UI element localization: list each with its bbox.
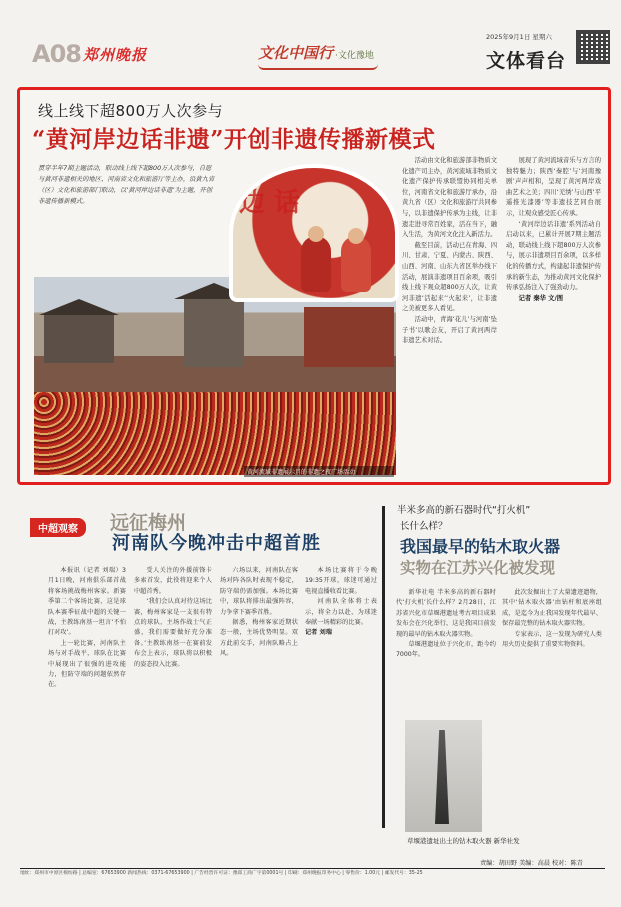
sports-paragraph: 据悉，梅州客家近期状态一般，主场优势明显。双方此前交手，河南队略占上风。 — [220, 619, 298, 658]
fire-drill-artifact — [435, 730, 449, 824]
featured-lead: 贯穿半年7期主题活动，联动线上线下超800万人次参与，自愿与黄河非遗相关的地区、河南省文化和旅游厅等主办，沿黄九省（区）文化和旅游部门联动，以‘黄河岸边话非遗’为主题，开创非遗传播新模式。 — [38, 165, 215, 205]
archaeology-paragraph: 草堰港遗址位于兴化市，距今约7000年。 — [396, 641, 496, 659]
fire-drill-photo[interactable] — [405, 720, 482, 832]
archaeology-body-column-2 — [502, 588, 602, 650]
archaeology-paragraph: 此次发掘出土了大量遗迹遗物，其中‘钻木取火器’由钻杆和底座组成，是迄今为止我国发现年代最早、保存最完整的钻木取火器实物。 — [502, 589, 602, 628]
inset-person-head — [348, 228, 364, 244]
sports-body-column-1 — [48, 566, 126, 691]
sports-article — [20, 498, 377, 850]
column-logo — [258, 42, 374, 72]
sports-paragraph: 河南队全体将士表示，将全力以赴，为球迷奉献一场精彩的比赛。 — [305, 598, 377, 627]
archaeology-subhead: 实物在江苏兴化被发现 — [400, 558, 556, 577]
sports-paragraph: 本场比赛将于今晚19:35开球，球迷可通过电视直播收看比赛。 — [305, 567, 377, 595]
featured-headline[interactable]: “黄河岸边话非遗”开创非遗传播新模式 — [32, 126, 436, 153]
inset-person — [341, 236, 371, 292]
sports-byline: 记者 刘瑞 — [305, 629, 332, 637]
archaeology-paragraph: 新华社电 半米多高的新石器时代‘打火机’长什么样？2月28日，江苏省兴化市草堰港遗址考古项目成果发布会在兴化举行，这是我国目前发现的最早的钻木取火器实物。 — [396, 589, 496, 638]
featured-paragraph: 活动中，青海‘花儿’与河南‘坠子书’以歌会友，开启了黄河两岸非遗艺术对话。 — [402, 315, 497, 345]
section-title: 文体看台 — [486, 50, 567, 72]
archaeology-body-column-1 — [396, 588, 496, 661]
page-date: 2025年9月1日 星期六 — [486, 33, 552, 41]
page-number: A08 — [32, 40, 81, 68]
sports-body-column-4 — [305, 566, 377, 639]
featured-paragraph: ‘黄河岸边话非遗’系列活动自启动以来，已累计开展7期主题活动，联动线上线下超800万人次参与，展示非遗项目百余项，以多样化的传播方式，构建起非遗保护传承的新生态，为推动黄河文化保护传承弘扬注入了强劲动力。 — [506, 220, 601, 292]
featured-article — [17, 87, 611, 485]
sports-paragraph: ‘我们会认真对待这场比赛，梅州客家是一支很有特点的球队，主场作战士气正盛，我们需要做好充分准备。’主教练南基一在赛前发布会上表示，球队将以积极的姿态投入比赛。 — [134, 598, 212, 668]
featured-paragraph: 截至目前，活动已在青海、四川、甘肃、宁夏、内蒙古、陕西、山西、河南、山东九省区举办线下活动，展演非遗项目百余项，吸引线上线下观众超800万人次，让黄河非遗‘活起来’‘火起来’，让非遗之美被更多人看见。 — [402, 241, 497, 313]
featured-byline: 记者 秦华 文/图 — [518, 294, 564, 302]
inset-stamp: 边 话 — [239, 188, 301, 218]
archaeology-kicker-2: 长什么样？ — [400, 521, 448, 532]
footer-editors: 责编：胡田野 美编：高晨 校对：陈青 — [480, 860, 583, 867]
featured-photo-caption: 黄河流域非遗展示月的非遗之夜广场活动 — [244, 466, 394, 477]
footer-imprint: 地址：郑州市中原区棉纺路 | 总编室：67653900 新闻热线：0371-67653900 | 广告经营许可证：豫郑工商广字第0001号 | 印刷：郑州晚报印务中心 | 零售价：1.00元 | 邮发代号：35-25 — [20, 868, 605, 878]
sports-subhead: 远征梅州 — [110, 512, 187, 534]
inset-person — [301, 236, 331, 292]
featured-body-column-1 — [402, 156, 497, 347]
archaeology-article — [375, 498, 607, 850]
qr-code-icon[interactable] — [576, 30, 610, 64]
sports-paragraph: 受人关注的外援前锋卡多索首发，此役将迎来个人中超首秀。 — [134, 567, 212, 595]
archaeology-paragraph: 专家表示，这一发现为研究人类用火历史提供了重要实物资料。 — [502, 630, 602, 649]
featured-paragraph: 展现了黄河流域音乐与方言的独特魅力；陕西‘秦腔’与‘河南豫剧’声声相和，呈现了黄河两岸戏曲艺术之美；四川‘羌绣’与山西‘平遥推光漆器’等非遗技艺同台展示，让观众感受匠心传承。 — [506, 157, 601, 217]
sports-paragraph: 六场以来，河南队在客场对阵各队时表现不稳定，防守端仍需加强。本场比赛中，球队将排出最强阵容，力争拿下赛季首胜。 — [220, 567, 298, 616]
sports-body-column-2 — [134, 566, 212, 670]
featured-body-column-2 — [506, 156, 601, 304]
archaeology-kicker: 半米多高的新石器时代“打火机” — [397, 505, 531, 516]
featured-photo-inset[interactable] — [229, 164, 399, 302]
article-rule — [382, 506, 385, 828]
masthead — [20, 28, 605, 86]
paper-logo: 郑州晚报 — [83, 46, 148, 64]
fire-drill-caption: 草堰港遗址出土的钻木取火器 新华社发 — [407, 837, 520, 845]
column-logo-sub: ·文化豫地 — [335, 51, 374, 61]
photo-crowd — [34, 392, 396, 475]
sports-paragraph: 本报讯（记者 刘瑞）3月1日晚，河南俱乐部首战将客场挑战梅州客家。新赛季第二个客场比赛，这是球队本赛季征战中超的关键一战，主教练南基一坦言‘不怕打对攻’。 — [48, 567, 126, 637]
featured-paragraph: 活动由文化和旅游部非物质文化遗产司主办，黄河流域非物质文化遗产保护传承联盟协同相关单位，河南省文化和旅游厅承办，沿黄九省（区）文化和旅游厅共同参与，以非遗保护传承为主线，让非遗走进寻常百姓家，活在当下，融入生活，为黄河文化注入新活力。 — [402, 157, 497, 239]
photo-building — [304, 307, 394, 367]
archaeology-headline[interactable]: 我国最早的钻木取火器 — [400, 537, 561, 556]
photo-building — [184, 297, 244, 367]
sports-column-badge: 中超观察 — [30, 518, 86, 537]
sports-headline[interactable]: 河南队今晚冲击中超首胜 — [112, 533, 321, 554]
featured-photo[interactable] — [34, 277, 396, 475]
column-logo-main: 文化中国行 — [258, 44, 334, 62]
sports-paragraph: 上一轮比赛，河南队主场与对手战平，球队在比赛中展现出了很强的进攻能力，但防守端的问题依然存在。 — [48, 639, 126, 689]
featured-kicker: 线上线下超800万人次参与 — [38, 102, 224, 120]
inset-person-head — [308, 226, 324, 242]
sports-body-column-3 — [220, 566, 298, 660]
photo-roof — [39, 299, 119, 315]
photo-building — [44, 313, 114, 363]
column-logo-swoosh — [258, 64, 378, 70]
